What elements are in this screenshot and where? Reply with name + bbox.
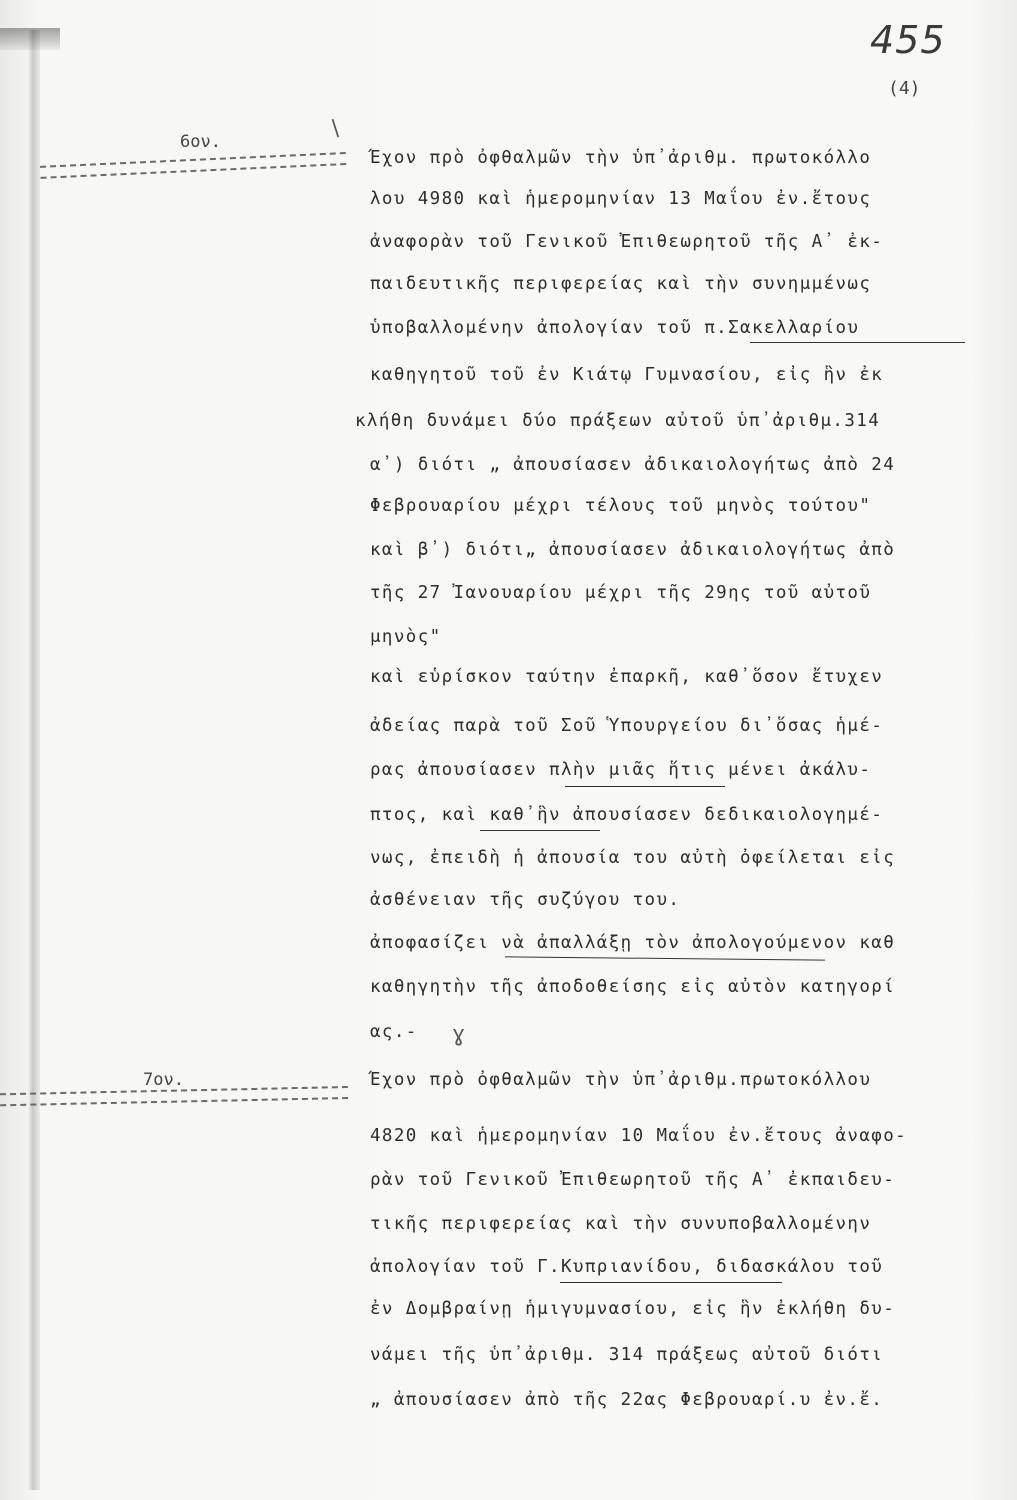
- section-7-line-2: 4820 καὶ ἡμερομηνίαν 10 Μαΐου ἐν.ἔτους ἀναφο-: [370, 1126, 908, 1146]
- section-6-line-20: καθηγητὴν τῆς ἀποδοθείσης εἰς αὐτὸν κατηγορί: [370, 977, 896, 997]
- section-label-7: 7ον.: [143, 1070, 184, 1090]
- section-6-line-3: ἀναφορὰν τοῦ Γενικοῦ Ἐπιθεωρητοῦ τῆς Α᾽ ἐκ-: [370, 232, 884, 252]
- section-6-line-10: καὶ β᾽) διότι„ ἀπουσίασεν ἀδικαιολογήτως ἀπὸ: [370, 540, 896, 560]
- sheet-number: (4): [888, 78, 921, 99]
- section-6-line-11: τῆς 27 Ἰανουαρίου μέχρι τῆς 29ης τοῦ αὐτοῦ: [370, 583, 872, 603]
- section-6-line-5: ὑποβαλλομένην ἀπολογίαν τοῦ π.Σακελλαρίου: [370, 318, 860, 338]
- section-label-6: 6ον.: [180, 132, 221, 152]
- section-6-line-4: παιδευτικῆς περιφερείας καὶ τὴν συνημμένως: [370, 274, 872, 294]
- section-7-line-4: τικῆς περιφερείας καὶ τὴν συνυποβαλλομένην: [370, 1214, 872, 1234]
- section-6-line-12: μηνὸς": [370, 627, 442, 647]
- section-6-line-19: ἀποφασίζει νὰ ἀπαλλάξῃ τὸν ἀπολογούμενον καθ: [370, 933, 896, 953]
- binding-shadow-edge: [28, 30, 40, 1490]
- underline-apallaxi: [505, 956, 825, 960]
- section-6-line-16: πτος, καὶ καθ᾽ἣν ἀπουσίασεν δεδικαιολογημέ-: [370, 805, 884, 825]
- section-6-line-9: Φεβρουαρίου μέχρι τέλους τοῦ μηνὸς τούτου": [370, 496, 872, 516]
- pen-tick-mark: /: [325, 116, 346, 141]
- section-7-line-3: ρὰν τοῦ Γενικοῦ Ἐπιθεωρητοῦ τῆς Α᾽ ἐκπαιδευ-: [370, 1170, 896, 1190]
- section-7-line-7: νάμει τῆς ὑπ᾽ἀριθμ. 314 πράξεως αὐτοῦ διότι: [370, 1345, 884, 1365]
- underline-name-2: [560, 1282, 782, 1283]
- section-rule-7: [0, 1086, 348, 1106]
- section-6-line-14: ἀδείας παρὰ τοῦ Σοῦ Ὑπουργείου δι᾽ὅσας ἡμέ-: [370, 716, 884, 736]
- section-6-line-17: νως, ἐπειδὴ ἡ ἀπουσία του αὐτὴ ὀφείλεται εἰς: [370, 848, 896, 868]
- underline-name-1: [750, 342, 965, 343]
- pen-check-mark: ɣ: [452, 1022, 466, 1047]
- section-6-line-6: καθηγητοῦ τοῦ ἐν Κιάτῳ Γυμνασίου, εἰς ἣν ἐκ: [370, 365, 884, 385]
- section-7-line-8: „ ἀπουσίασεν ἀπὸ τῆς 22ας Φεβρουαρί.υ ἐν.ἔ.: [370, 1390, 884, 1410]
- section-6-line-8: α᾽) διότι „ ἀπουσίασεν ἀδικαιολογήτως ἀπὸ 24: [370, 455, 896, 475]
- section-6-line-21: ας.-: [370, 1022, 418, 1042]
- section-7-line-5: ἀπολογίαν τοῦ Γ.Κυπριανίδου, διδασκάλου τοῦ: [370, 1257, 884, 1277]
- section-6-line-18: ἀσθένειαν τῆς συζύγου του.: [370, 890, 681, 910]
- section-rule-6: [40, 152, 346, 179]
- section-7-line-6: ἐν Δομβραίνῃ ἡμιγυμνασίου, εἰς ἣν ἐκλήθη δυ-: [370, 1299, 896, 1319]
- section-6-line-15: ρας ἀπουσίασεν πλὴν μιᾶς ἥτις μένει ἀκάλυ-: [370, 760, 872, 780]
- section-6-line-1: Έχον πρὸ ὀφθαλμῶν τὴν ὑπ᾽ἀριθμ. πρωτοκόλλο: [370, 148, 872, 168]
- section-6-line-2: λου 4980 καὶ ἡμερομηνίαν 13 Μαΐου ἐν.ἔτους: [370, 189, 872, 209]
- underline-plin-mias: [565, 786, 725, 787]
- folio-number: 455: [870, 18, 946, 62]
- section-7-line-1: Έχον πρὸ ὀφθαλμῶν τὴν ὑπ᾽ἀριθμ.πρωτοκόλλου: [370, 1070, 872, 1090]
- section-6-line-7: κλήθη δυνάμει δύο πράξεων αὐτοῦ ὑπ᾽ἀριθμ.314: [355, 411, 881, 431]
- underline-kath-in: [480, 830, 600, 831]
- section-6-line-13: καὶ εὑρίσκον ταύτην ἐπαρκῆ, καθ᾽ὅσον ἔτυχεν: [370, 667, 884, 687]
